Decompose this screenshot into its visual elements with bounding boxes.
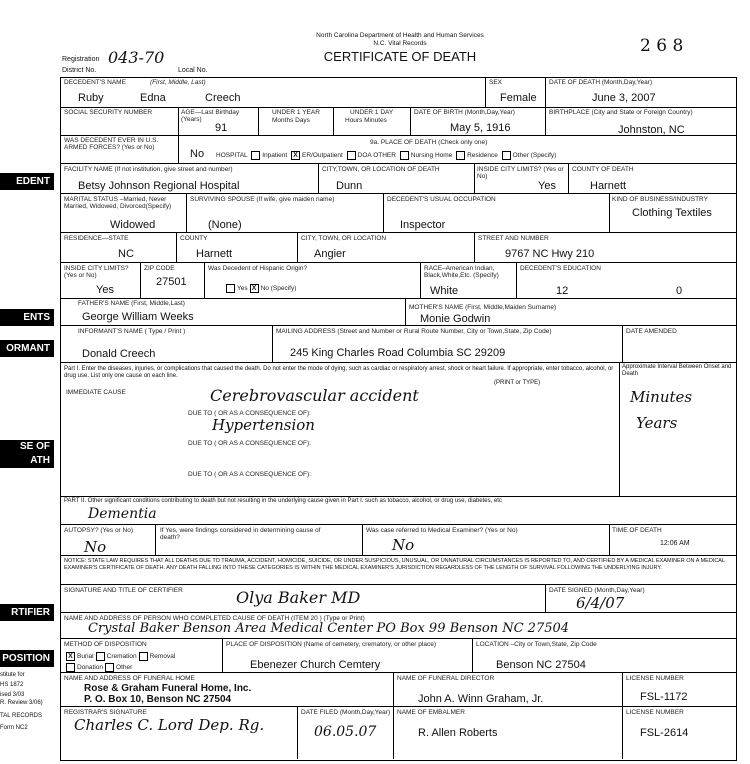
- spouse-value: (None): [208, 219, 242, 231]
- funeral-home-name: Rose & Graham Funeral Home, Inc.: [84, 683, 252, 694]
- method-options-1: XBurial Cremation Removal: [64, 652, 175, 661]
- mailing-address-label: MAILING ADDRESS (Street and Number or Rural Route Number, City or Town,State, Zip Code): [276, 328, 552, 335]
- race-label: RACE–American Indian, Black,White,Etc. (Specify): [424, 265, 499, 279]
- date-filed-value: 06.05.07: [314, 724, 377, 740]
- zip-value: 27501: [156, 276, 187, 288]
- informant-name-value: Donald Creech: [82, 348, 156, 360]
- place-disposition-label: PLACE OF DISPOSITION (Name of cemetery, crematory, or other place): [226, 641, 436, 648]
- license-label-2: LICENSE NUMBER: [626, 709, 684, 716]
- zip-label: ZIP CODE: [144, 265, 175, 272]
- office-name: N.C. Vital Records: [373, 40, 427, 47]
- place-disposition-value: Ebenezer Church Cemtery: [250, 659, 381, 671]
- spouse-label: SURVIVING SPOUSE (If wife, give maiden name): [190, 196, 335, 203]
- funeral-home-label: NAME AND ADDRESS OF FUNERAL HOME: [64, 675, 195, 682]
- street-value: 9767 NC Hwy 210: [505, 248, 595, 260]
- medical-examiner-value: No: [392, 536, 415, 554]
- date-filed-label: DATE FILED (Month,Day,Year): [301, 709, 391, 716]
- inside-city-label: INSIDE CITY LIMITS? (Yes or No): [477, 166, 564, 180]
- county-value: Harnett: [590, 180, 627, 192]
- embalmer-label: NAME OF EMBALMER: [397, 709, 465, 716]
- license-label-1: LICENSE NUMBER: [626, 675, 684, 682]
- completed-by-value: Crystal Baker Benson Area Medical Center PO Box 99 Benson NC 27504: [88, 621, 570, 636]
- occupation-label: DECEDENT'S USUAL OCCUPATION: [387, 196, 496, 203]
- notice-text: NOTICE: STATE LAW REQUIRES THAT ALL DEATHS DUE TO TRAUMA, ACCIDENT, HOMICIDE, SUICIDE, OR UNDER SUSPICIOUS, UNUSUAL, OR UNNATURAL CIRCUMSTANCES IS REPORTED TO, AND CERTIFIED BY A MEDICAL EXAMINER ON A MEDICAL EXAMINER'S CERTIFICATE OF DEATH. ANY DEATH FALLING INTO THESE CATEGORIES IS WITHIN THE MEDICAL EXAMINER'S JURISDICTION REGARDLESS OF THE LENGTH OF SURVIVAL FOLLOWING THE UNDERLYING INJURY.: [64, 558, 725, 571]
- cause-line-b: Hypertension: [212, 416, 315, 434]
- medical-examiner-label: Was case referred to Medical Examiner? (Yes or No): [366, 527, 518, 534]
- industry-value: Clothing Textiles: [632, 207, 712, 219]
- inside-city-value: Yes: [538, 180, 556, 192]
- time-of-death-value: 12:06 AM: [660, 540, 690, 547]
- side-tab-cause: SE OF: [0, 440, 54, 454]
- location-value: Benson NC 27504: [496, 659, 586, 671]
- armed-forces-label: WAS DECEDENT EVER IN U.S. ARMED FORCES? (Yes or No): [64, 137, 159, 151]
- decedent-last-name: Creech: [205, 92, 241, 104]
- findings-label: If Yes, were findings considered in determining cause of death?: [160, 527, 321, 541]
- sex-value: Female: [500, 92, 537, 104]
- cause-line-a: Cerebrovascular accident: [210, 386, 419, 405]
- facility-label: FACILITY NAME (If not institution, give street and number): [64, 166, 233, 173]
- res-inside-value: Yes: [96, 284, 114, 296]
- funeral-director-value: John A. Winn Graham, Jr.: [418, 693, 544, 705]
- due-to-label-3: DUE TO ( OR AS A CONSEQUENCE OF):: [188, 471, 311, 478]
- funeral-home-address: P. O. Box 10, Benson NC 27504: [84, 694, 232, 705]
- industry-label: KIND OF BUSINESS/INDUSTRY: [612, 196, 708, 203]
- place-of-death-label: 9a. PLACE OF DEATH (Check only one): [370, 139, 488, 146]
- hours-minutes-label: Hours Minutes: [345, 117, 387, 124]
- date-signed-value: 6/4/07: [576, 594, 625, 612]
- ssn-label: SOCIAL SECURITY NUMBER: [64, 109, 153, 116]
- age-value: 91: [215, 122, 228, 134]
- dob-label: DATE OF BIRTH (Month,Day,Year): [414, 109, 515, 116]
- registrar-label: REGISTRAR'S SIGNATURE: [64, 709, 147, 716]
- certifier-signature: Olya Baker MD: [236, 588, 361, 607]
- part2-label: PART II. Other significant conditions contributing to death but not resulting in the underlying cause given in Part I. such as tobacco, alcohol, or drug use, diabetes, etc: [64, 498, 502, 504]
- license-value-1: FSL-1172: [640, 691, 688, 703]
- under-1-year-label: UNDER 1 YEAR: [272, 109, 320, 116]
- hispanic-label: Was Decedent of Hispanic Origin?: [208, 265, 308, 272]
- mother-value: Monie Godwin: [420, 313, 491, 325]
- facility-value: Betsy Johnson Regional Hospital: [78, 180, 240, 192]
- father-label: FATHER'S NAME (First, Middle,Last): [78, 300, 185, 307]
- side-tab-disposition: POSITION: [0, 650, 54, 667]
- autopsy-value: No: [84, 538, 107, 556]
- armed-forces-value: No: [190, 148, 205, 160]
- sex-label: SEX: [489, 79, 503, 86]
- location-label: LOCATION –City or Town,State, Zip Code: [476, 641, 597, 648]
- due-to-label-1: DUE TO ( OR AS A CONSEQUENCE OF):: [188, 410, 311, 417]
- margin-note: stitute for: [0, 672, 25, 678]
- decedent-name-label: DECEDENT'S NAME: [64, 79, 126, 86]
- side-tab-decedent: EDENT: [0, 173, 54, 190]
- margin-note: TAL RECORDS: [0, 713, 43, 719]
- side-tab-parents: ENTS: [0, 309, 54, 326]
- marital-label: MARITAL STATUS –Married, Never Married, Widowed, Divorced(Specify): [64, 196, 172, 210]
- date-amended-label: DATE AMENDED: [626, 328, 677, 335]
- death-city-label: CITY,TOWN, OR LOCATION OF DEATH: [322, 166, 440, 173]
- department-name: North Carolina Department of Health and Human Services: [316, 32, 484, 39]
- education-elem-value: 12: [556, 285, 569, 297]
- marital-value: Widowed: [110, 219, 156, 231]
- time-of-death-label: TIME OF DEATH: [612, 527, 662, 534]
- occupation-value: Inspector: [400, 219, 446, 231]
- informant-name-label: INFORMANT'S NAME ( Type / Print ): [78, 328, 186, 335]
- method-options-2: Donation Other: [64, 663, 132, 672]
- certifier-signature-label: SIGNATURE AND TITLE OF CERTIFIER: [64, 587, 183, 594]
- registration-label: Registration: [62, 56, 100, 63]
- hispanic-value: YesX No (Specify): [224, 284, 296, 293]
- due-to-label-2: DUE TO ( OR AS A CONSEQUENCE OF):: [188, 440, 311, 447]
- decedent-name-sub: (First, Middle, Last): [150, 79, 206, 86]
- interval-label: Approximate Interval Between Onset and Death: [622, 364, 732, 377]
- mother-label: MOTHER'S NAME (First, Middle,Maiden Surname): [409, 304, 557, 311]
- certificate-number: 2 6 8: [640, 36, 684, 56]
- completed-by-label: NAME AND ADDRESS OF PERSON WHO COMPLETED CAUSE OF DEATH (ITEM 20 ) (Type or Print): [64, 615, 365, 622]
- education-label: DECEDENT'S EDUCATION: [520, 265, 601, 272]
- side-tab-death: ATH: [0, 454, 54, 468]
- res-city-value: Angier: [314, 248, 346, 260]
- birthplace-value: Johnston, NC: [618, 124, 685, 136]
- side-tab-informant: ORMANT: [0, 340, 54, 357]
- date-signed-label: DATE SIGNED (Month,Day,Year): [549, 587, 645, 594]
- place-options: HOSPITAL Inpatient X ER/Outpatient DOA OTHER Nursing Home Residence Other (Specify): [216, 151, 556, 160]
- license-value-2: FSL-2614: [640, 727, 689, 739]
- interval-b: Years: [636, 414, 678, 432]
- margin-note: R. Review 3/06): [0, 700, 43, 706]
- certificate-title: CERTIFICATE OF DEATH: [323, 49, 477, 64]
- registrar-signature: Charles C. Lord Dep. Rg.: [74, 716, 265, 734]
- margin-note: ised 3/03: [0, 692, 25, 698]
- res-inside-label: INSIDE CITY LIMITS? (Yes or No): [64, 265, 129, 279]
- funeral-director-label: NAME OF FUNERAL DIRECTOR: [397, 675, 495, 682]
- months-days-label: Months Days: [272, 117, 310, 124]
- decedent-middle-name: Edna: [140, 92, 166, 104]
- under-1-day-label: UNDER 1 DAY: [350, 109, 394, 116]
- part2-value: Dementia: [88, 506, 157, 522]
- part1-instructions: Part I. Enter the diseases, injuries, or complications that caused the death. Do not enter the mode of dying, such as cardiac or respiratory arrest, shock or heart failure. If appropriate, enter tobacco, alcohol, or drug use. List only one cause on each line.: [64, 366, 614, 379]
- county-label: COUNTY OF DEATH: [572, 166, 634, 173]
- decedent-first-name: Ruby: [78, 92, 104, 104]
- method-label: METHOD OF DISPOSITION: [64, 641, 147, 648]
- dod-value: June 3, 2007: [592, 92, 656, 104]
- side-tab-certifier: RTIFIER: [0, 604, 54, 621]
- mailing-address-value: 245 King Charles Road Columbia SC 29209: [290, 347, 506, 359]
- autopsy-label: AUTOPSY? (Yes or No): [64, 527, 133, 534]
- res-county-label: COUNTY: [180, 235, 208, 242]
- margin-note: HS 1872: [0, 682, 24, 688]
- birthplace-label: BIRTHPLACE (City and State or Foreign Country): [549, 109, 693, 116]
- res-state-value: NC: [118, 248, 134, 260]
- print-or-type: (PRINT or TYPE): [494, 380, 541, 386]
- father-value: George William Weeks: [82, 311, 194, 323]
- district-label: District No.: [62, 67, 97, 74]
- res-state-label: RESIDENCE—STATE: [64, 235, 129, 242]
- immediate-cause-label: IMMEDIATE CAUSE: [66, 389, 126, 396]
- res-city-label: CITY, TOWN, OR LOCATION: [301, 235, 387, 242]
- embalmer-value: R. Allen Roberts: [418, 727, 498, 739]
- death-city-value: Dunn: [336, 180, 363, 192]
- interval-a: Minutes: [630, 388, 693, 406]
- res-county-value: Harnett: [196, 248, 233, 260]
- race-value: White: [430, 285, 459, 297]
- local-label: Local No.: [178, 67, 208, 74]
- registration-number: 043-70: [108, 48, 165, 67]
- street-label: STREET AND NUMBER: [478, 235, 549, 242]
- age-label: AGE—Last Birthday (Years): [181, 109, 240, 123]
- margin-note: Form NC2: [0, 725, 28, 731]
- education-college-value: 0: [676, 285, 683, 297]
- dod-label: DATE OF DEATH (Month,Day,Year): [549, 79, 653, 86]
- dob-value: May 5, 1916: [450, 122, 511, 134]
